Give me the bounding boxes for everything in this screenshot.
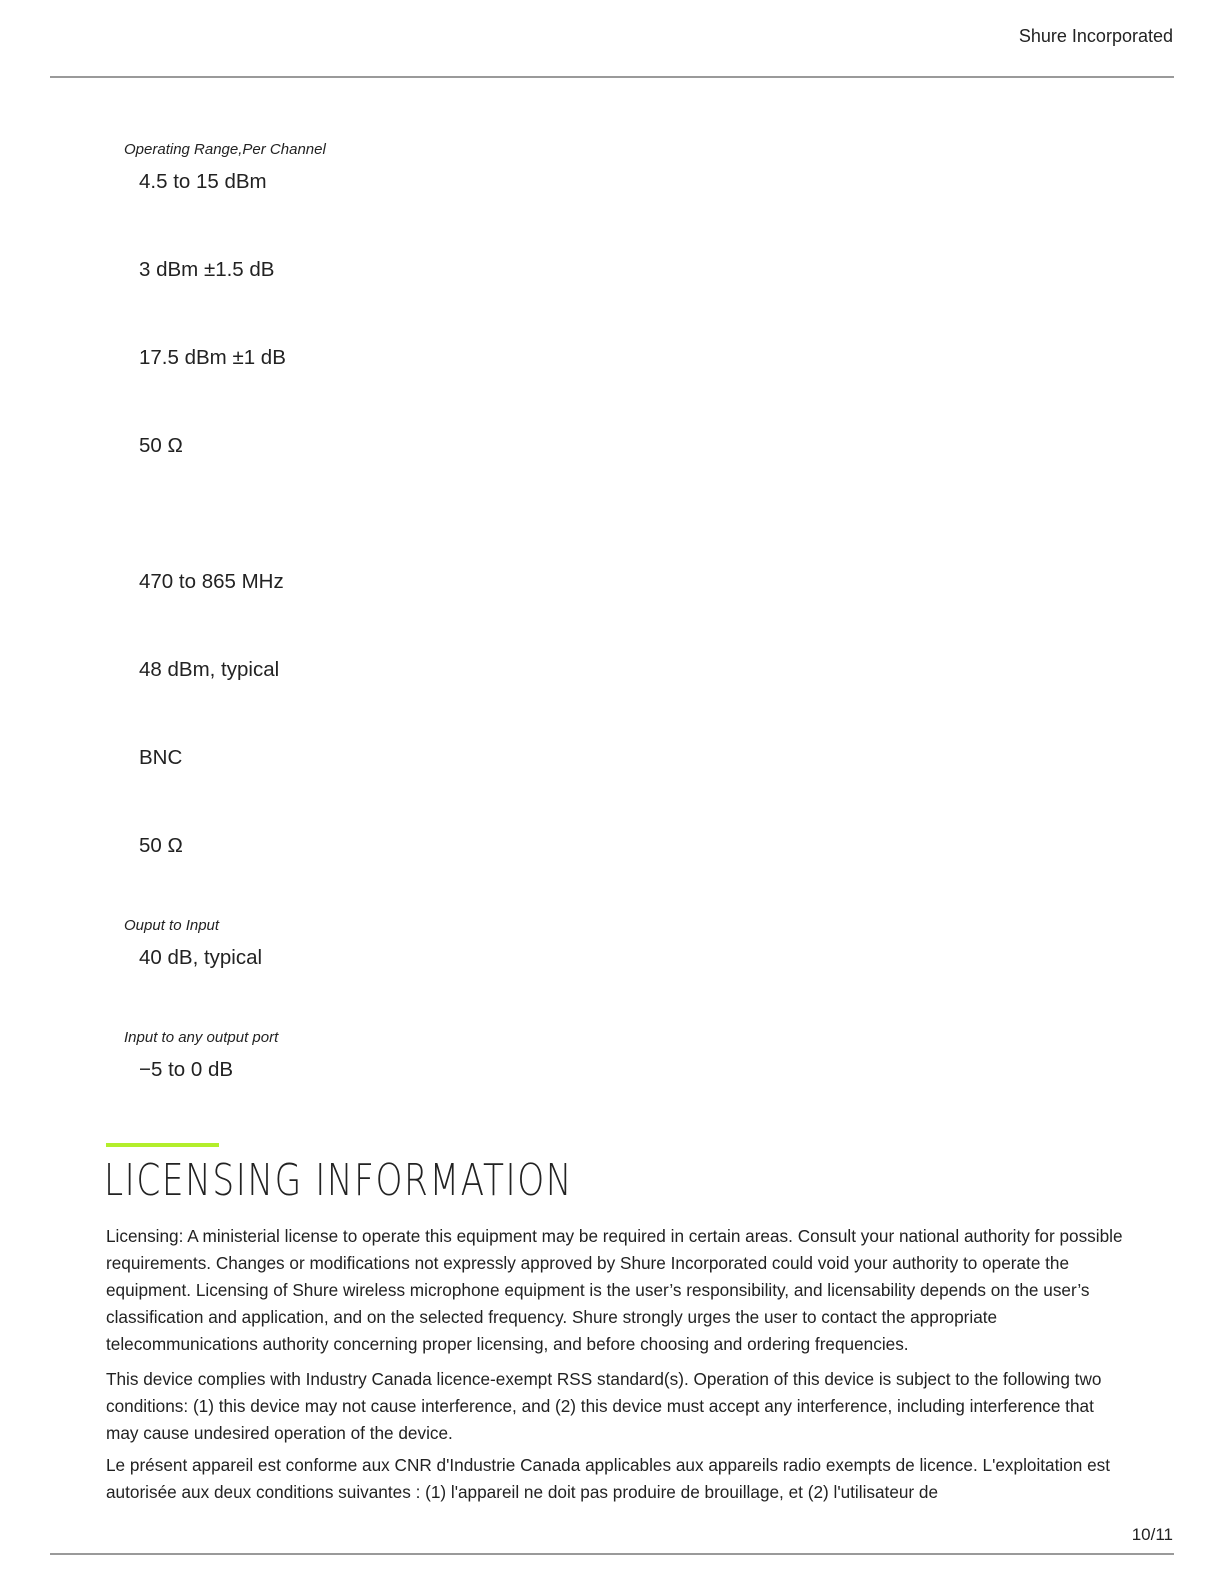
spec-label-input-to-output: Input to any output port	[124, 1029, 279, 1046]
spec-value: 4.5 to 15 dBm	[139, 170, 267, 193]
spec-label-output-to-input: Ouput to Input	[124, 917, 220, 934]
spec-value: 48 dBm, typical	[139, 658, 280, 681]
spec-value: 17.5 dBm ±1 dB	[139, 346, 286, 369]
header-company-name: Shure Incorporated	[1018, 26, 1173, 46]
page-number: 10/11	[1131, 1525, 1173, 1544]
footer-divider	[50, 1553, 1174, 1555]
spec-value: 50 Ω	[139, 434, 183, 457]
section-title-licensing: LICENSING INFORMATION	[104, 1155, 573, 1206]
licensing-paragraph: This device complies with Industry Canada licence-exempt RSS standard(s). Operation of this device is subject to the following two conditions: (1) this device may not cause interference, and (2) this device must accept any interference, including interference that may cause undesired operation of the device.	[106, 1369, 1102, 1443]
spec-value: 470 to 865 MHz	[139, 570, 284, 593]
licensing-paragraph: Le présent appareil est conforme aux CNR d'Industrie Canada applicables aux appareils radio exempts de licence. L'exploitation est autorisée aux deux conditions suivantes : (1) l'appareil ne doit pas produire de brouillage, et (2) l'utilisateur de	[106, 1455, 1111, 1502]
licensing-paragraph: Licensing: A ministerial license to operate this equipment may be required in certain areas. Consult your national authority for possible requirements. Changes or modifications not expressly approved by Shure Incorporated could void your authority to operate the equipment. Licensing of Shure wireless microphone equipment is the user’s responsibility, and licensability depends on the user’s classification and application, and on the selected frequency. Shure strongly urges the user to contact the appropriate telecommunications authority concerning proper licensing, and before choosing and ordering frequencies.	[106, 1226, 1123, 1354]
spec-value: −5 to 0 dB	[139, 1058, 234, 1081]
spec-label-operating-range: Operating Range,Per Channel	[124, 141, 326, 158]
spec-value: BNC	[139, 746, 183, 769]
header-divider	[50, 76, 1174, 78]
spec-value: 40 dB, typical	[139, 946, 263, 969]
spec-value: 50 Ω	[139, 834, 183, 857]
spec-value: 3 dBm ±1.5 dB	[139, 258, 275, 281]
section-accent-bar	[106, 1143, 219, 1147]
